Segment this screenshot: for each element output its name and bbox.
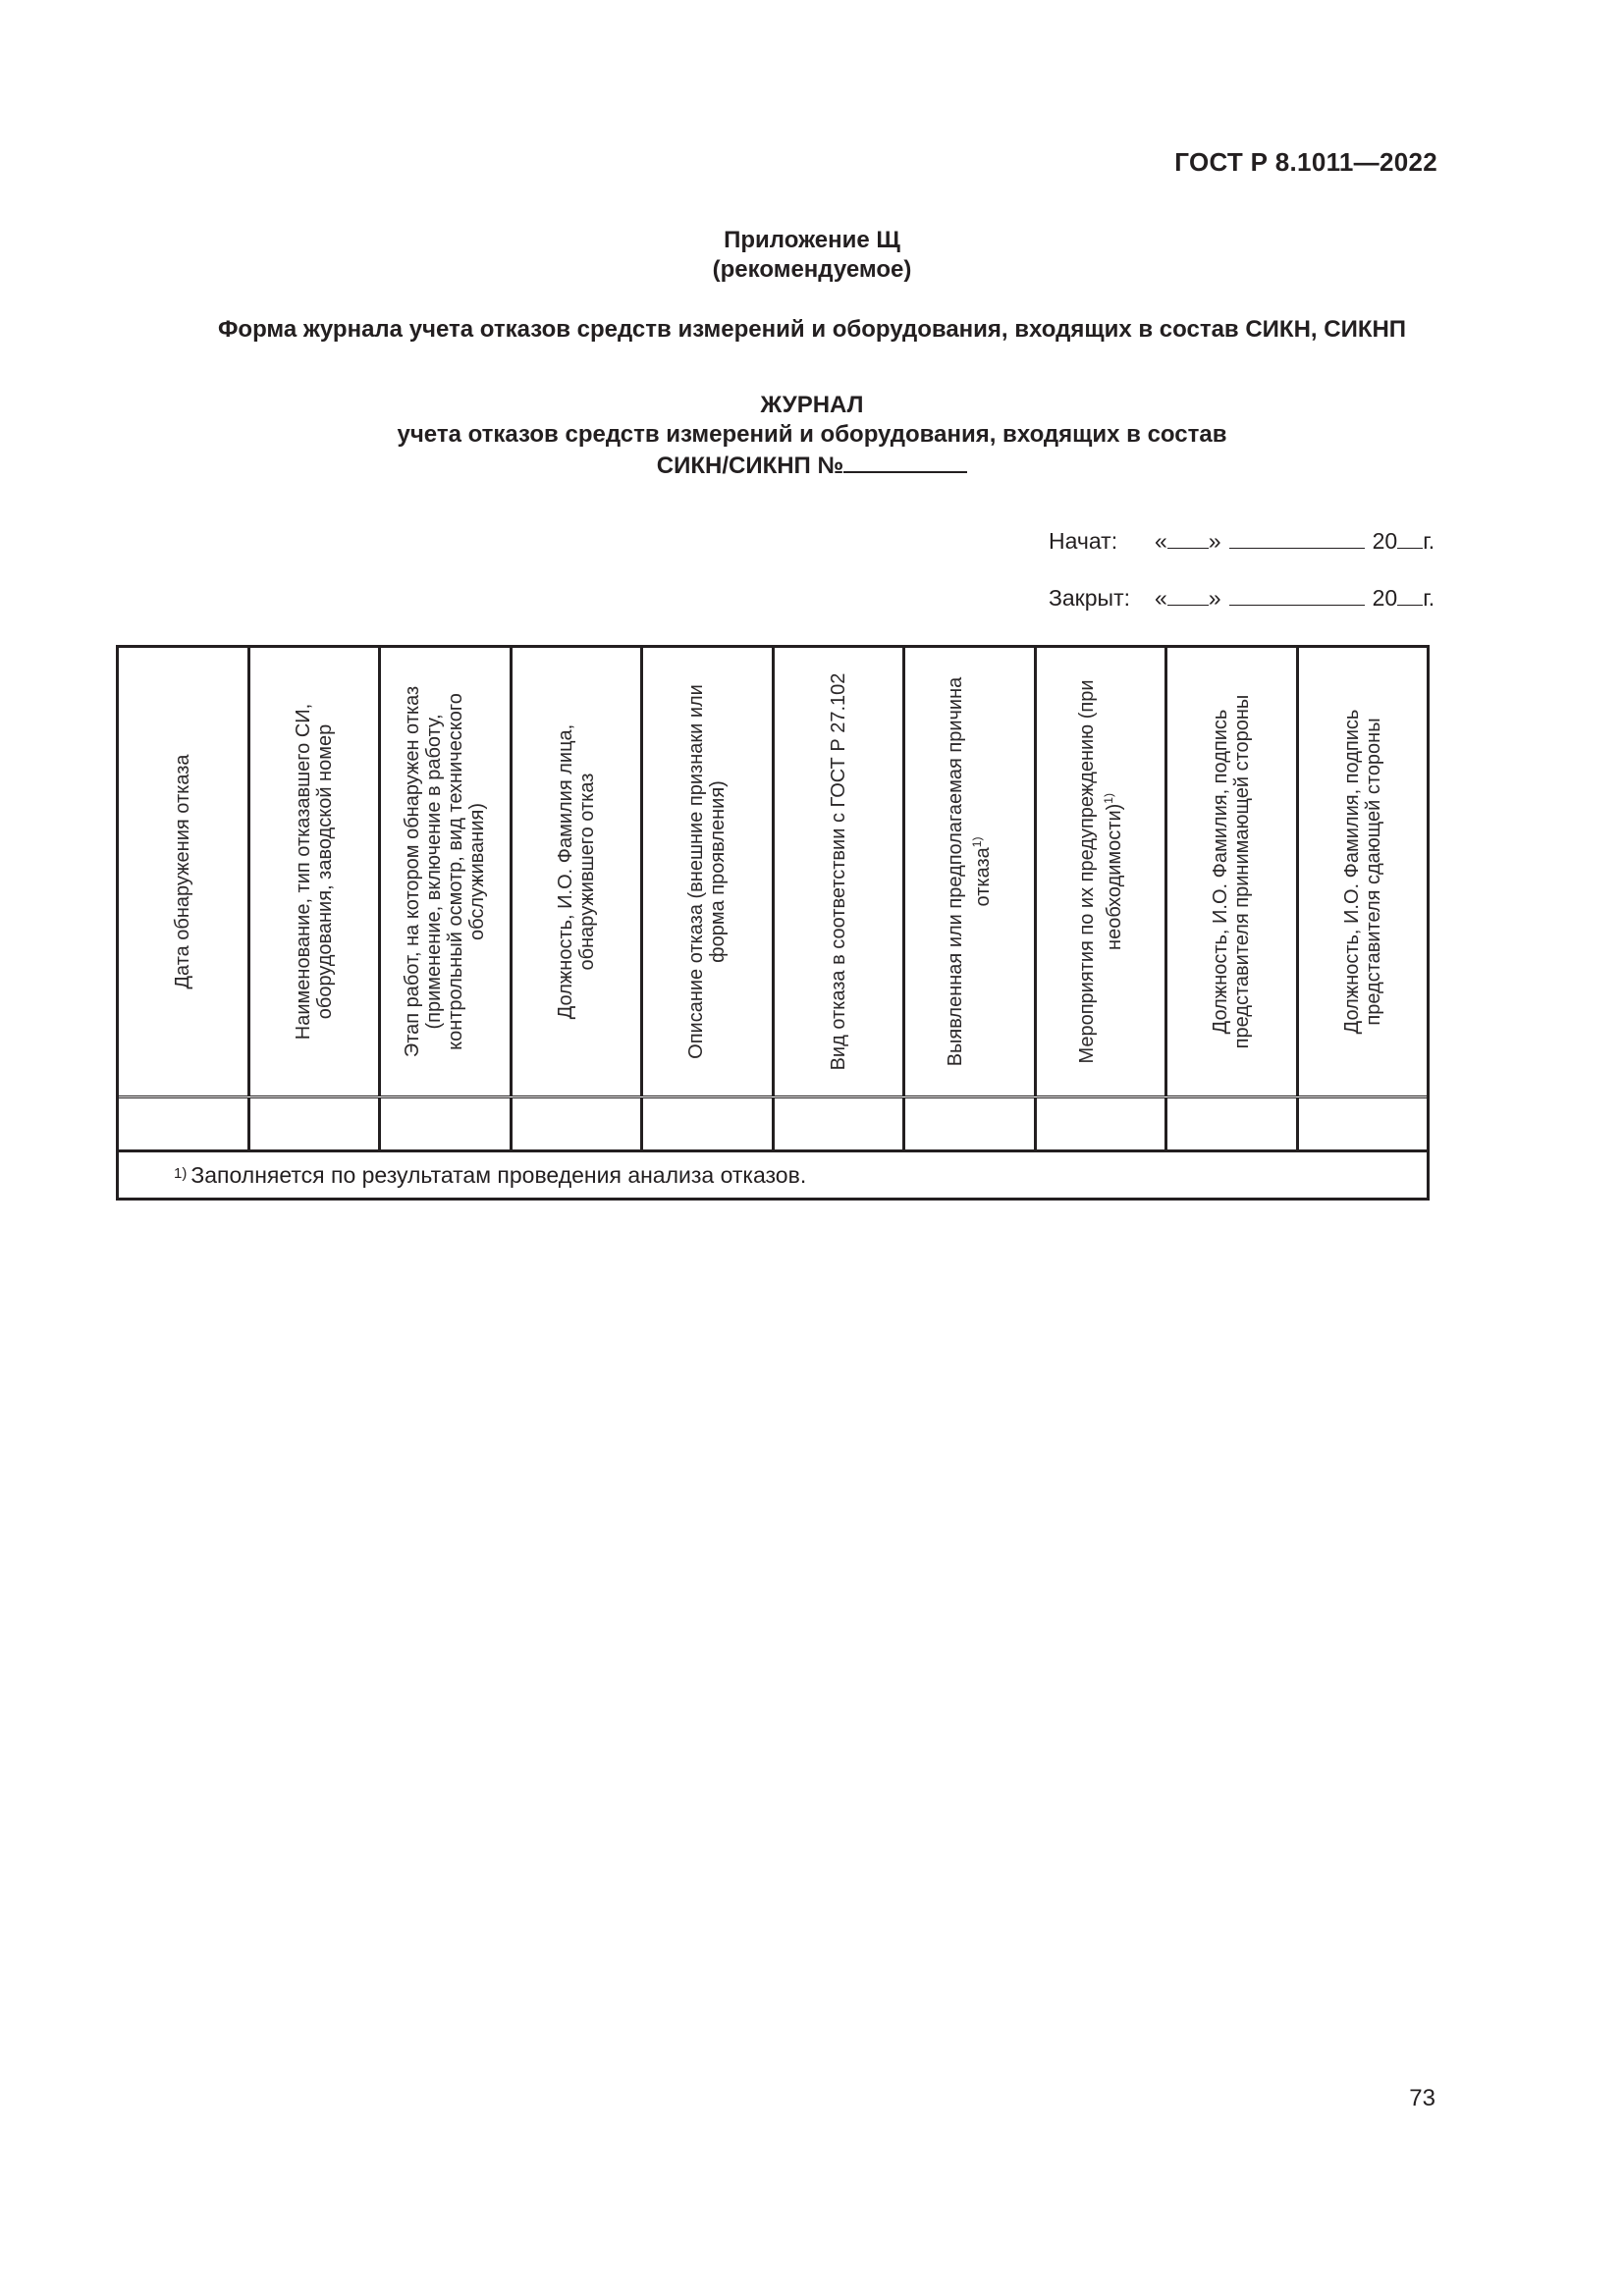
closed-month-blank[interactable] [1229, 585, 1365, 606]
started-date-row [1049, 512, 1435, 569]
closed-year-blank[interactable] [1397, 585, 1423, 606]
journal-table [116, 645, 1430, 1201]
table-row [119, 1098, 1427, 1152]
column-header-work-stage: Этап работ, на котором обнаружен отказ (применение, включение в работу, контрольный осмотр, вид технического обслуживания) [381, 648, 513, 1095]
year-suffix: г. [1423, 585, 1435, 611]
close-quote: » [1208, 585, 1221, 611]
year-suffix: г. [1423, 528, 1435, 554]
footnote-marker: 1) [1101, 793, 1115, 804]
year-prefix: 20 [1372, 528, 1398, 554]
appendix-status: (рекомендуемое) [712, 256, 912, 283]
document-code: ГОСТ Р 8.1011—2022 [1174, 147, 1437, 177]
started-label: Начат: [1049, 528, 1118, 554]
table-header-row [119, 648, 1427, 1098]
column-header-detector-person: Должность, И.О. Фамилия лица, обнаружившего отказ [513, 648, 644, 1095]
table-cell[interactable] [643, 1098, 775, 1149]
journal-system-line [0, 450, 1624, 481]
column-header-failure-description: Описание отказа (внешние признаки или форма проявления) [643, 648, 775, 1095]
column-header-receiving-party: Должность, И.О. Фамилия, подпись представителя принимающей стороны [1167, 648, 1299, 1095]
table-cell[interactable] [1037, 1098, 1168, 1149]
journal-heading [0, 391, 1624, 481]
table-cell[interactable] [381, 1098, 513, 1149]
column-header-failure-type: Вид отказа в соответствии с ГОСТ Р 27.102 [775, 648, 906, 1095]
column-header-failure-cause: Выявленная или предполагаемая причина отказа$^{1)}$ [905, 648, 1037, 1095]
started-day-blank[interactable] [1167, 528, 1209, 549]
column-header-equipment-name: Наименование, тип отказавшего СИ, оборудования, заводской номер [250, 648, 382, 1095]
appendix-heading [0, 226, 1624, 285]
closed-date-row [1049, 569, 1435, 626]
footnote-text: Заполняется по результатам проведения анализа отказов. [190, 1161, 807, 1188]
table-cell[interactable] [775, 1098, 906, 1149]
closed-day-blank[interactable] [1167, 585, 1209, 606]
journal-system-label: СИКН/СИКНП № [656, 453, 844, 479]
footnote-marker: 1) [970, 836, 985, 848]
open-quote: « [1155, 528, 1167, 554]
system-number-blank[interactable] [843, 450, 967, 473]
column-header-prevention-measures: Мероприятия по их предупреждению (при необходимости)$^{1)}$ [1037, 648, 1168, 1095]
table-cell[interactable] [1167, 1098, 1299, 1149]
journal-dates [1049, 512, 1435, 626]
started-month-blank[interactable] [1229, 528, 1365, 549]
journal-title: ЖУРНАЛ [760, 392, 864, 418]
table-cell[interactable] [1299, 1098, 1428, 1149]
close-quote: » [1208, 528, 1221, 554]
year-prefix: 20 [1372, 585, 1398, 611]
started-year-blank[interactable] [1397, 528, 1423, 549]
journal-subtitle: учета отказов средств измерений и оборудования, входящих в состав [397, 421, 1227, 448]
table-cell[interactable] [513, 1098, 644, 1149]
column-header-handing-party: Должность, И.О. Фамилия, подпись представителя сдающей стороны [1340, 709, 1384, 1035]
open-quote: « [1155, 585, 1167, 611]
table-cell[interactable] [119, 1098, 250, 1149]
appendix-title: Приложение Щ [724, 227, 900, 253]
form-title: Форма журнала учета отказов средств измерений и оборудования, входящих в состав СИКН, СИКНП [217, 316, 1407, 343]
footnote-marker: 1) [174, 1164, 188, 1182]
table-cell[interactable] [250, 1098, 382, 1149]
page-number: 73 [1409, 2085, 1435, 2111]
table-footnote [119, 1152, 1427, 1198]
closed-label: Закрыт: [1049, 585, 1130, 611]
column-header-detection-date: Дата обнаружения отказа [119, 648, 250, 1095]
table-cell[interactable] [905, 1098, 1037, 1149]
